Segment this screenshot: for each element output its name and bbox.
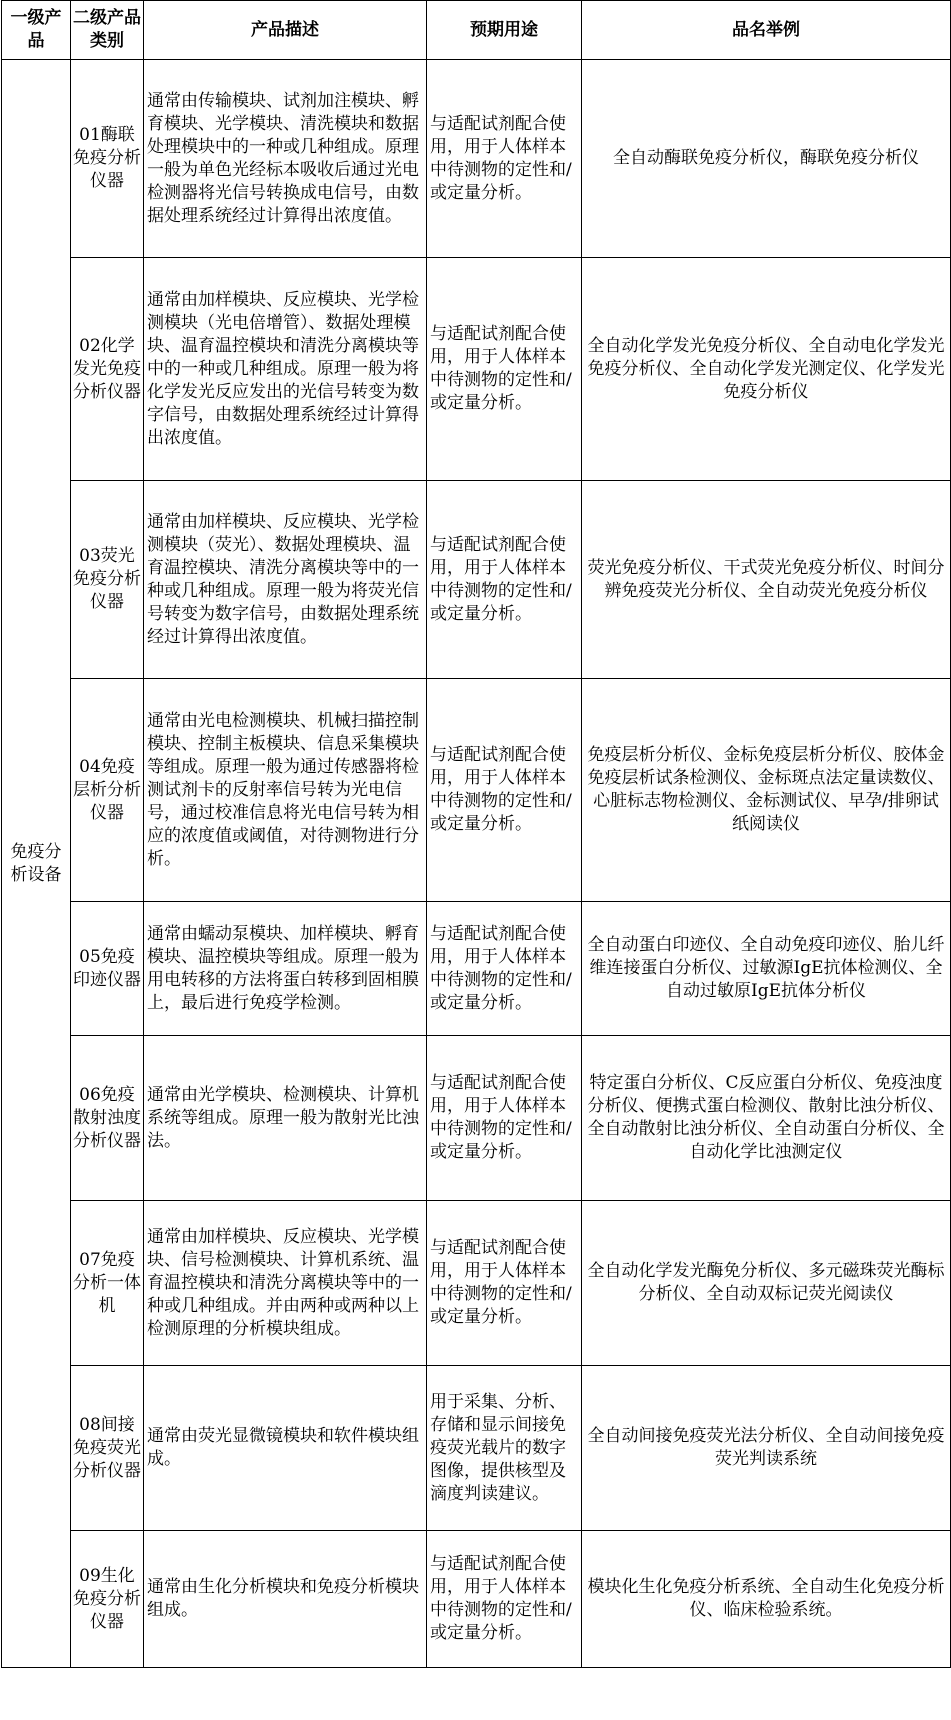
header-level1: 一级产品 [2,1,71,60]
header-description: 产品描述 [144,1,427,60]
table-row [2,60,951,258]
table-row [2,679,951,902]
category-cell: 08间接免疫荧光分析仪器 [71,1366,144,1531]
table-row [2,1366,951,1531]
intended-use-cell: 与适配试剂配合使用，用于人体样本中待测物的定性和/或定量分析。 [427,258,582,481]
table-row [2,902,951,1036]
examples-cell: 全自动化学发光酶免分析仪、多元磁珠荧光酶标分析仪、全自动双标记荧光阅读仪 [582,1201,951,1366]
table-row [2,481,951,679]
category-cell: 04免疫层析分析仪器 [71,679,144,902]
examples-cell: 特定蛋白分析仪、C反应蛋白分析仪、免疫浊度分析仪、便携式蛋白检测仪、散射比浊分析仪、全自动散射比浊分析仪、全自动蛋白分析仪、全自动化学比浊测定仪 [582,1036,951,1201]
header-row [2,1,951,60]
intended-use-cell: 与适配试剂配合使用，用于人体样本中待测物的定性和/或定量分析。 [427,1036,582,1201]
description-cell: 通常由光电检测模块、机械扫描控制模块、控制主板模块、信息采集模块等组成。原理一般为通过传感器将检测试剂卡的反射率信号转为光电信号，通过校准信息将光电信号转为相应的浓度值或阈值，对待测物进行分析。 [144,679,427,902]
examples-cell: 免疫层析分析仪、金标免疫层析分析仪、胶体金免疫层析试条检测仪、金标斑点法定量读数仪、心脏标志物检测仪、金标测试仪、早孕/排卵试纸阅读仪 [582,679,951,902]
description-cell: 通常由加样模块、反应模块、光学检测模块（光电倍增管）、数据处理模块、温育温控模块和清洗分离模块等中的一种或几种组成。原理一般为将化学发光反应发出的光信号转变为数字信号，由数据处理系统经过计算得出浓度值。 [144,258,427,481]
intended-use-cell: 与适配试剂配合使用，用于人体样本中待测物的定性和/或定量分析。 [427,1201,582,1366]
header-level2: 二级产品类别 [71,1,144,60]
intended-use-cell: 与适配试剂配合使用，用于人体样本中待测物的定性和/或定量分析。 [427,679,582,902]
description-cell: 通常由荧光显微镜模块和软件模块组成。 [144,1366,427,1531]
intended-use-cell: 与适配试剂配合使用，用于人体样本中待测物的定性和/或定量分析。 [427,902,582,1036]
examples-cell: 全自动蛋白印迹仪、全自动免疫印迹仪、胎儿纤维连接蛋白分析仪、过敏源IgE抗体检测仪、全自动过敏原IgE抗体分析仪 [582,902,951,1036]
table-row [2,1201,951,1366]
description-cell: 通常由加样模块、反应模块、光学模块、信号检测模块、计算机系统、温育温控模块和清洗分离模块等中的一种或几种组成。并由两种或两种以上检测原理的分析模块组成。 [144,1201,427,1366]
intended-use-cell: 用于采集、分析、存储和显示间接免疫荧光载片的数字图像，提供核型及滴度判读建议。 [427,1366,582,1531]
category-cell: 09生化免疫分析仪器 [71,1531,144,1668]
category-cell: 07免疫分析一体机 [71,1201,144,1366]
category-cell: 03荧光免疫分析仪器 [71,481,144,679]
category-cell: 01酶联免疫分析仪器 [71,60,144,258]
device-classification-table [1,0,951,1668]
category-cell: 02化学发光免疫分析仪器 [71,258,144,481]
category-cell: 05免疫印迹仪器 [71,902,144,1036]
header-intended-use: 预期用途 [427,1,582,60]
intended-use-cell: 与适配试剂配合使用，用于人体样本中待测物的定性和/或定量分析。 [427,1531,582,1668]
intended-use-cell: 与适配试剂配合使用，用于人体样本中待测物的定性和/或定量分析。 [427,60,582,258]
intended-use-cell: 与适配试剂配合使用，用于人体样本中待测物的定性和/或定量分析。 [427,481,582,679]
description-cell: 通常由光学模块、检测模块、计算机系统等组成。原理一般为散射光比浊法。 [144,1036,427,1201]
description-cell: 通常由加样模块、反应模块、光学检测模块（荧光）、数据处理模块、温育温控模块、清洗分离模块等中的一种或几种组成。原理一般为将荧光信号转变为数字信号，由数据处理系统经过计算得出浓度值。 [144,481,427,679]
table-row [2,258,951,481]
table-row [2,1036,951,1201]
examples-cell: 全自动化学发光免疫分析仪、全自动电化学发光免疫分析仪、全自动化学发光测定仪、化学发光免疫分析仪 [582,258,951,481]
level1-category: 免疫分析设备 [2,60,71,1668]
table-row [2,1531,951,1668]
description-cell: 通常由生化分析模块和免疫分析模块组成。 [144,1531,427,1668]
description-cell: 通常由传输模块、试剂加注模块、孵育模块、光学模块、清洗模块和数据处理模块中的一种或几种组成。原理一般为单色光经标本吸收后通过光电检测器将光信号转换成电信号，由数据处理系统经过计算得出浓度值。 [144,60,427,258]
examples-cell: 全自动间接免疫荧光法分析仪、全自动间接免疫荧光判读系统 [582,1366,951,1531]
examples-cell: 模块化生化免疫分析系统、全自动生化免疫分析仪、临床检验系统。 [582,1531,951,1668]
examples-cell: 荧光免疫分析仪、干式荧光免疫分析仪、时间分辨免疫荧光分析仪、全自动荧光免疫分析仪 [582,481,951,679]
header-examples: 品名举例 [582,1,951,60]
description-cell: 通常由蠕动泵模块、加样模块、孵育模块、温控模块等组成。原理一般为用电转移的方法将蛋白转移到固相膜上，最后进行免疫学检测。 [144,902,427,1036]
examples-cell: 全自动酶联免疫分析仪，酶联免疫分析仪 [582,60,951,258]
category-cell: 06免疫散射浊度分析仪器 [71,1036,144,1201]
